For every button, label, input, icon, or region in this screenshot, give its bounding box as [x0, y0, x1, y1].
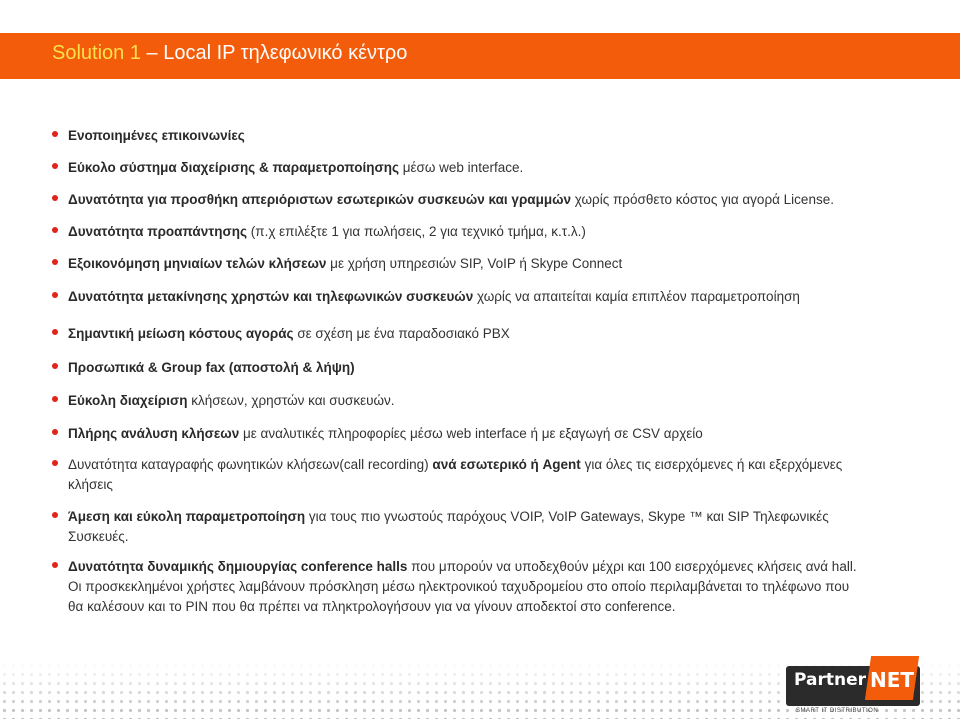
bullet-item: Άμεση και εύκολη παραμετροποίηση για τους πιο γνωστούς παρόχους VOIP, VoIP Gateways, Skype ™ και SIP Τηλεφωνικές Συσκευές. [68, 507, 868, 547]
bullet-item: Προσωπικά & Group fax (αποστολή & λήψη) [68, 358, 868, 378]
bullet-item: Εύκολο σύστημα διαχείρισης & παραμετροποίησης μέσω web interface. [68, 158, 868, 178]
bullet-item: Εύκολη διαχείριση κλήσεων, χρηστών και συσκευών. [68, 391, 868, 411]
partnernet-logo [786, 656, 920, 716]
bullet-item: Δυνατότητα για προσθήκη απεριόριστων εσωτερικών συσκευών και γραμμών χωρίς πρόσθετο κόστος για αγορά License. [68, 190, 868, 210]
logo-partner-text: Partner [794, 670, 867, 690]
bullet-item: Δυνατότητα μετακίνησης χρηστών και τηλεφωνικών συσκευών χωρίς να απαιτείται καμία επιπλέον παραμετροποίηση [68, 287, 868, 307]
slide-title-prefix: Solution 1 [52, 42, 141, 64]
logo-tagline: SMART IT DISTRIBUTION [796, 708, 879, 714]
bullet-item: Δυνατότητα δυναμικής δημιουργίας conference halls που μπορούν να υποδεχθούν μέχρι και 100 εισερχόμενες κλήσεις ανά hall. Οι προσκεκλημένοι χρήστες λαμβάνουν πρόσκληση μέσω ηλεκτρονικού ταχυδρομείου στο οποίο περιλαμβάνεται το τηλέφωνο που θα καλέσουν και το PIN που θα πρέπει να πληκτρολογήσουν για να γίνουν αποδεκτοί στο conference. [68, 557, 868, 617]
bullet-item: Δυνατότητα καταγραφής φωνητικών κλήσεων(call recording) ανά εσωτερικό ή Agent για όλες τις εισερχόμενες ή και εξερχόμενες κλήσεις [68, 455, 868, 495]
logo-net-text: NET [870, 668, 915, 692]
bullet-item: Σημαντική μείωση κόστους αγοράς σε σχέση με ένα παραδοσιακό PBX [68, 324, 868, 344]
bullet-item: Πλήρης ανάλυση κλήσεων με αναλυτικές πληροφορίες μέσω web interface ή με εξαγωγή σε CSV αρχείο [68, 424, 868, 444]
bullet-item: Ενοποιημένες επικοινωνίες [68, 126, 868, 146]
bullet-item: Δυνατότητα προαπάντησης (π.χ επιλέξτε 1 για πωλήσεις, 2 για τεχνικό τμήμα, κ.τ.λ.) [68, 222, 868, 242]
bullet-item: Εξοικονόμηση μηνιαίων τελών κλήσεων με χρήση υπηρεσιών SIP, VoIP ή Skype Connect [68, 254, 868, 274]
slide-title-rest: – Local IP τηλεφωνικό κέντρο [140, 42, 408, 64]
